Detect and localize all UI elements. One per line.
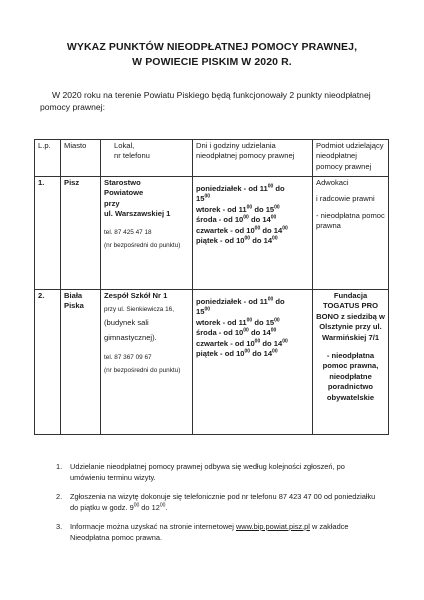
header-lokal [101,140,193,177]
table-row [35,177,389,290]
title-line-1: WYKAZ PUNKTÓW NIEODPŁATNEJ POMOCY PRAWNEJ, [66,41,358,53]
location-line: ul. Warszawskiej 1 [104,209,171,219]
title-line-2: W POWIECIE PISKIM W 2020 R. [132,56,292,68]
location-line: gimnastycznej). [104,332,157,342]
intro-paragraph: W 2020 roku na terenie Powiatu Piskiego będą funkcjonowały 2 punkty nieodpłatnej pomocy prawnej: [40,89,371,112]
hours-line: czwartek - od $10^{00}$ do $14^{00}$ [196,225,288,235]
provider-line: Fundacja TOGATUS PRO BONO z siedzibą w Olsztynie przy ul. Warmińskiej 7/1 [316,291,385,342]
row-location [101,290,193,435]
header-miasto: Miasto [61,140,101,177]
note-number: 2. [56,492,63,501]
location-line: (budynek sali [104,318,149,328]
row-city [61,290,101,435]
hours-line: poniedziałek - od $11^{00}$ do $15^{00}$ [196,296,285,317]
row-provider [313,290,389,435]
location-phone-note: (nr bezpośredni do punktu) [104,367,181,375]
note-text: Zgłoszenia na wizytę dokonuje się telefonicznie pod nr telefonu 87 423 47 00 od poniedziałku do piątku w godz. $9^{00}$ do $12^{00}$. [70,492,376,512]
hours-line: środa - od $10^{00}$ do $14^{00}$ [196,327,277,338]
row-provider [313,177,389,290]
hours-line: wtorek - od $11^{00}$ do $15^{00}$ [196,317,280,327]
hours-line: wtorek - od $11^{00}$ do $15^{00}$ [196,204,280,214]
hours-line: piątek - od $10^{00}$ do $14^{00}$ [196,348,278,359]
bip-website-link[interactable]: www.bip.powiat.pisz.pl [235,522,310,531]
row-number: 2. [35,290,61,435]
header-lp: L.p. [35,140,61,177]
header-podmiot: Podmiot udzielający nieodpłatnej pomocy prawnej [313,140,389,177]
note-number: 3. [56,522,63,531]
note-text: Informacje można uzyskać na stronie internetowej www.bip.powiat.pisz.pl w zakładce Nieodpłatna pomoc prawna. [70,522,349,542]
document-title [0,40,424,70]
hours-line: czwartek - od $10^{00}$ do $14^{00}$ [196,338,288,348]
table-header-row [35,140,389,177]
location-line: Powiatowe [104,188,144,198]
legal-aid-points-table [34,139,389,435]
provider-line: - nieodpłatna pomoc prawna, nieodpłatne poradnictwo obywatelskie [322,351,379,402]
location-line: przy [104,198,120,208]
city-line: Biała [64,291,83,300]
row-city: Pisz [61,177,101,290]
row-number: 1. [35,177,61,290]
note-item [56,522,378,543]
header-lokal-line1: Lokal, [114,141,135,150]
location-line: przy ul. Sienkiewicza 16, [104,306,174,314]
note-item [56,492,378,513]
provider-line: i radcowie prawni [316,194,375,204]
row-location [101,177,193,290]
header-dni: Dni i godziny udzielania nieodpłatnej pomocy prawnej [193,140,313,177]
hours-line: środa - od $10^{00}$ do $14^{00}$ [196,214,277,225]
note-text: Udzielanie nieodpłatnej pomocy prawnej odbywa się według kolejności zgłoszeń, po umówieniu terminu wizyty. [70,462,345,482]
table-row [35,290,389,435]
note-item [56,462,378,483]
location-phone-note: (nr bezpośredni do punktu) [104,241,181,249]
provider-line: Adwokaci [316,178,349,187]
location-line: Starostwo [104,178,141,187]
provider-line: - nieodpłatna pomoc prawna [316,210,385,231]
notes-list [56,462,378,552]
note-number: 1. [56,462,63,471]
row-hours [193,290,313,435]
hours-line: poniedziałek - od $11^{00}$ do $15^{00}$ [196,183,285,204]
location-phone: tel. 87 367 09 67 [104,354,152,362]
location-line: Zespół Szkół Nr 1 [104,291,168,300]
city-line: Piska [64,301,84,311]
location-phone: tel. 87 425 47 18 [104,228,152,236]
row-hours [193,177,313,290]
header-lokal-line2: nr telefonu [114,151,150,161]
hours-line: piątek - od $10^{00}$ do $14^{00}$ [196,235,278,246]
